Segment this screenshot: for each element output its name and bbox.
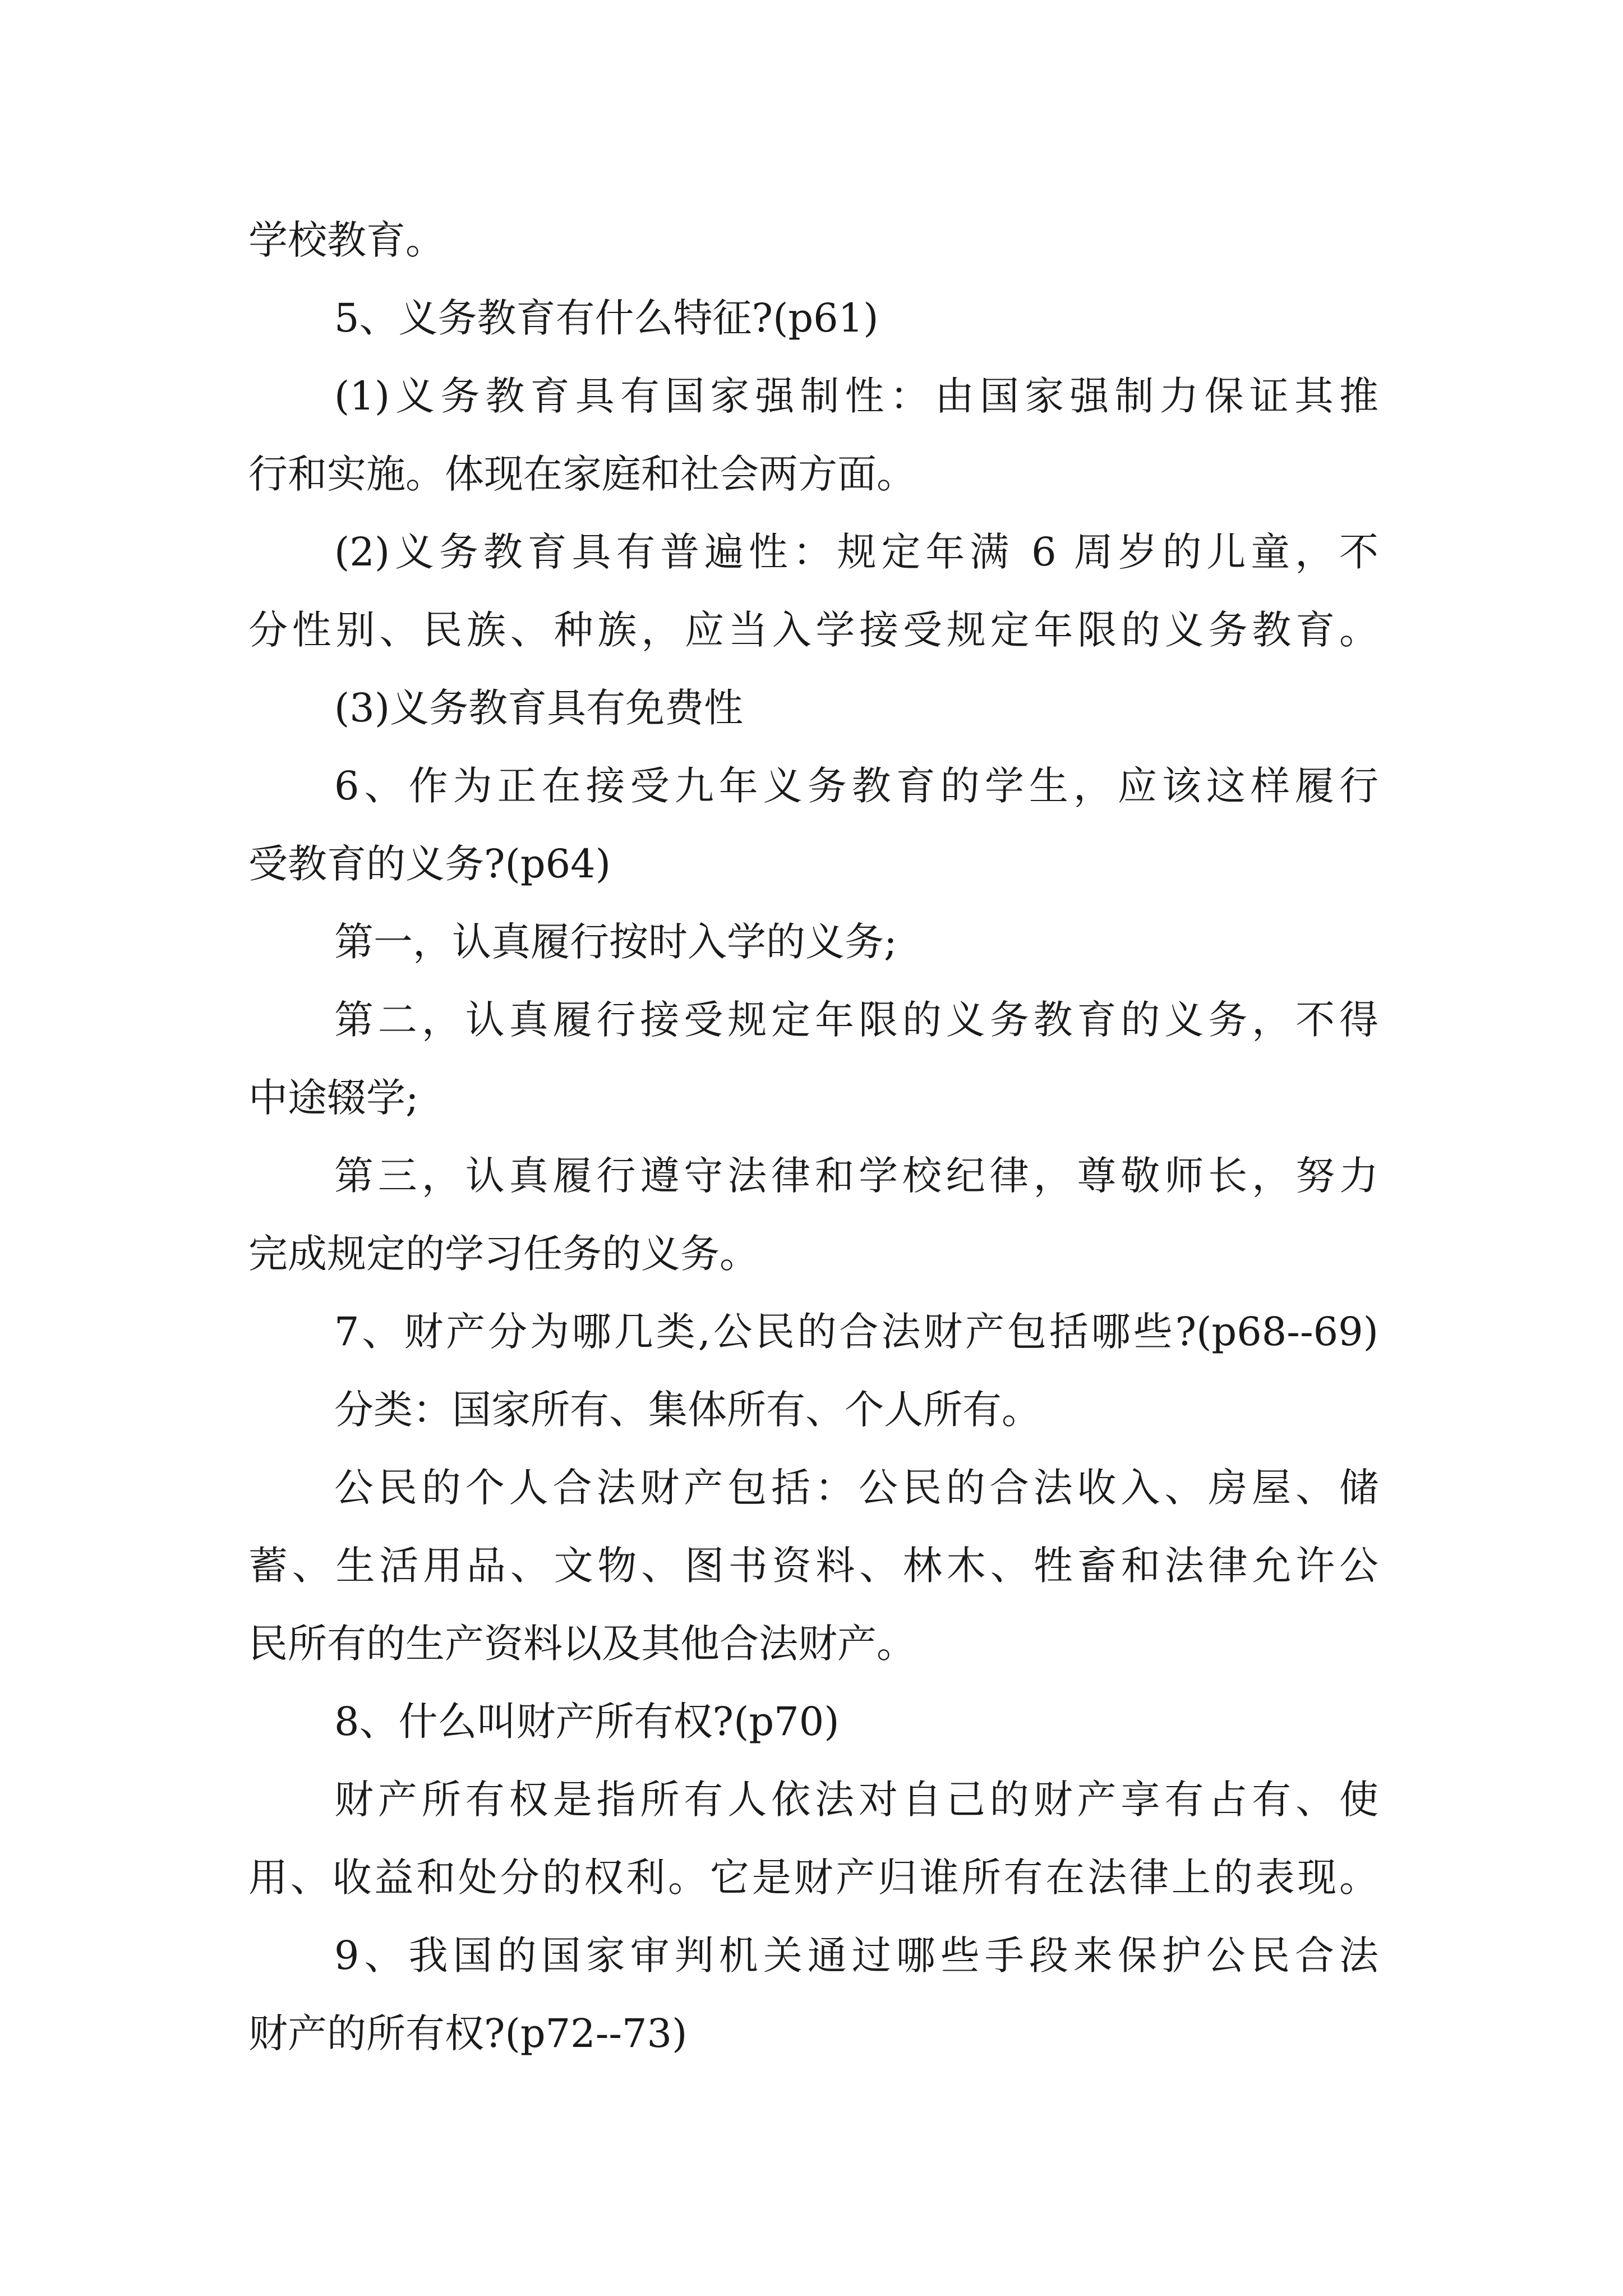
text-line: 学校教育。 — [248, 217, 445, 263]
text-line: 用、收益和处分的权利。它是财产归谁所有在法律上的表现。 — [248, 1855, 1378, 1901]
text-line: (3)义务教育具有免费性 — [334, 685, 744, 731]
text-line: 第二，认真履行接受规定年限的义务教育的义务，不得 — [334, 997, 1378, 1043]
question-heading: 5、义务教育有什么特征?(p61) — [334, 295, 879, 341]
question-heading: 8、什么叫财产所有权?(p70) — [334, 1699, 840, 1745]
text-line: 完成规定的学习任务的义务。 — [248, 1231, 759, 1277]
text-line: 第三，认真履行遵守法律和学校纪律，尊敬师长，努力 — [334, 1153, 1378, 1199]
question-heading: 6、作为正在接受九年义务教育的学生，应该这样履行 — [334, 763, 1378, 809]
text-line: 蓄、生活用品、文物、图书资料、林木、牲畜和法律允许公 — [248, 1543, 1378, 1589]
question-heading: 受教育的义务?(p64) — [248, 841, 611, 887]
text-line: 分类：国家所有、集体所有、个人所有。 — [334, 1387, 1041, 1433]
text-line: (1)义务教育具有国家强制性：由国家强制力保证其推 — [334, 373, 1378, 419]
text-line: 公民的个人合法财产包括：公民的合法收入、房屋、储 — [334, 1465, 1378, 1511]
question-heading: 9、我国的国家审判机关通过哪些手段来保护公民合法 — [334, 1932, 1378, 1978]
text-line: 第一，认真履行按时入学的义务; — [334, 919, 897, 965]
question-heading: 财产的所有权?(p72--73) — [248, 2010, 688, 2056]
text-line: (2)义务教育具有普遍性：规定年满 6 周岁的儿童，不 — [334, 529, 1378, 575]
text-line: 分性别、民族、种族，应当入学接受规定年限的义务教育。 — [248, 607, 1378, 653]
text-line: 民所有的生产资料以及其他合法财产。 — [248, 1621, 916, 1667]
question-heading: 7、财产分为哪几类,公民的合法财产包括哪些?(p68--69) — [334, 1309, 1378, 1355]
text-line: 财产所有权是指所有人依法对自己的财产享有占有、使 — [334, 1777, 1378, 1823]
text-line: 中途辍学; — [248, 1075, 419, 1121]
text-line: 行和实施。体现在家庭和社会两方面。 — [248, 451, 916, 497]
